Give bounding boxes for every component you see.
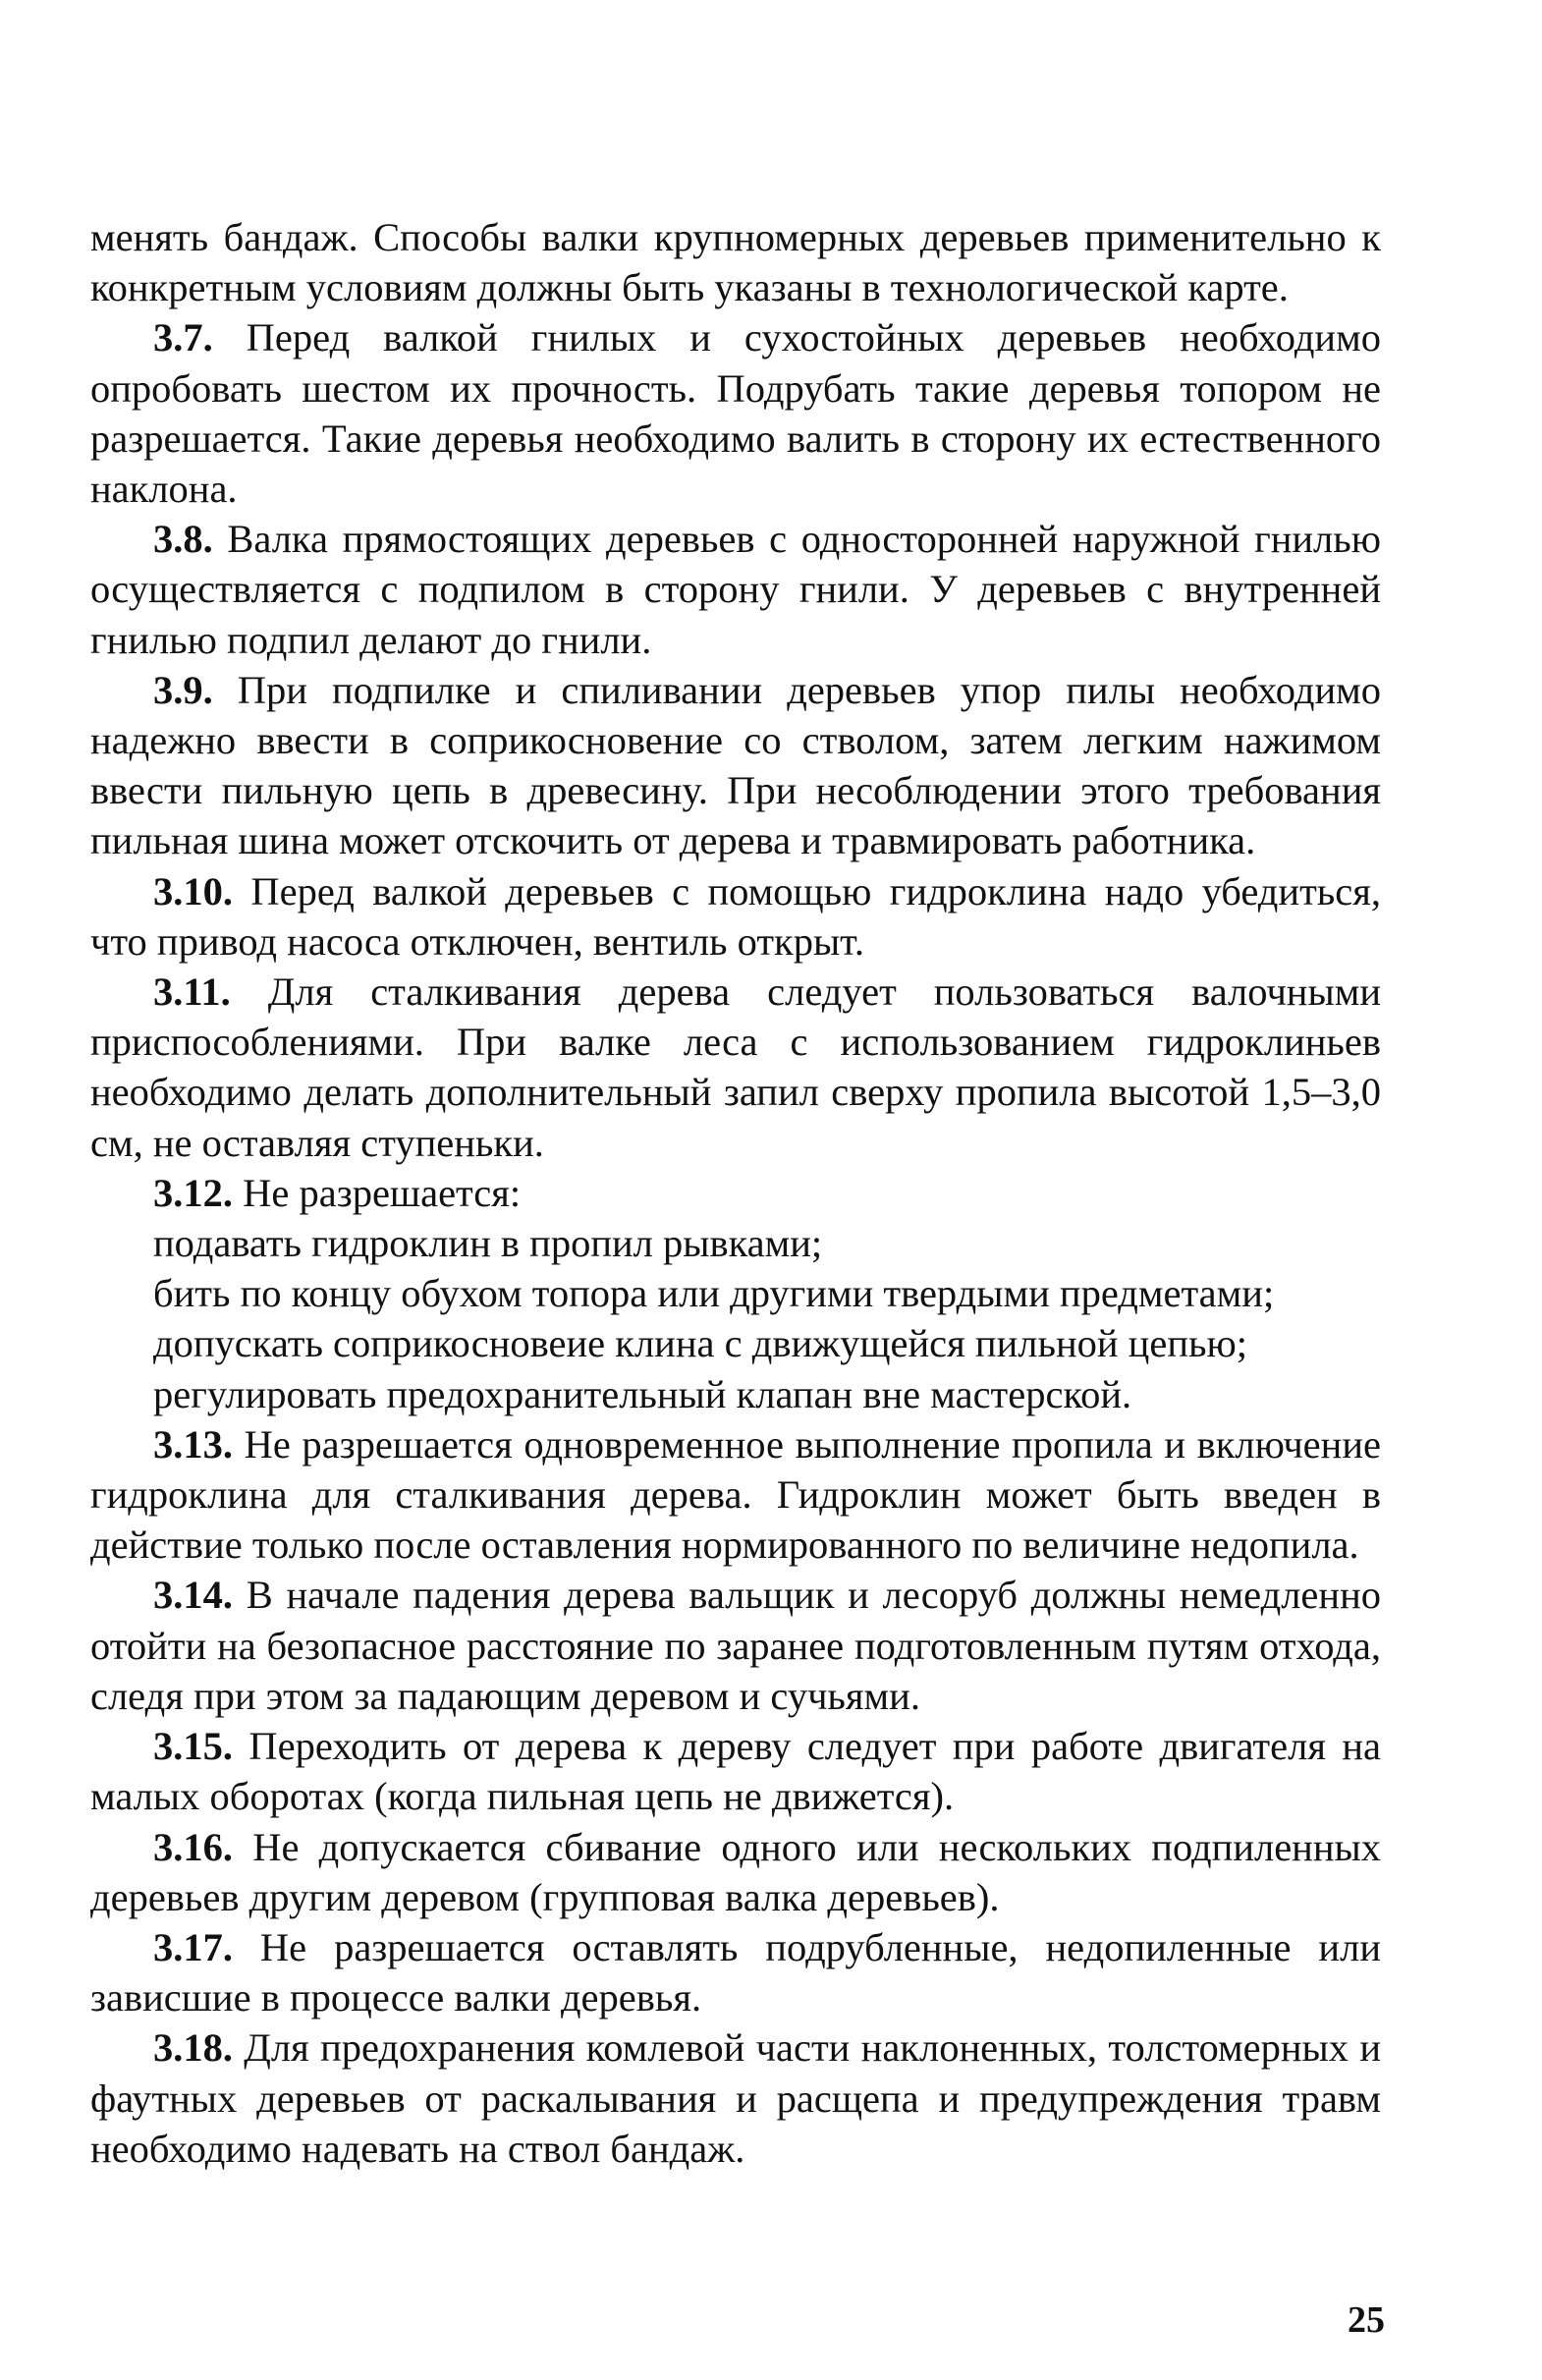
paragraph-number: 3.14. (153, 1573, 233, 1618)
paragraph-3-13 (90, 1419, 1381, 1571)
paragraph-text: Перед валкой гнилых и сухостойных деревьев необходимо опробовать шестом их прочность. Подрубать такие деревья топором не разрешается. Такие деревья необходимо валить в сторону их естественного наклона. (90, 315, 1381, 512)
paragraph-text: менять бандаж. Способы валки крупномерных деревьев применительно к конкретным условиям должны быть указаны в технологической карте. (90, 215, 1381, 310)
paragraph-text: Не разрешается: (233, 1170, 522, 1215)
paragraph-3-16 (90, 1822, 1381, 1922)
paragraph-continuation (90, 212, 1381, 312)
paragraph-text: Для предохранения комлевой части наклоненных, толстомерных и фаутных деревьев от раскалывания и расщепа и предупреждения травм необходимо надевать на ствол бандаж. (90, 2025, 1381, 2171)
paragraph-number: 3.7. (153, 315, 213, 360)
paragraph-3-12 (90, 1168, 1381, 1218)
paragraph-3-18 (90, 2022, 1381, 2174)
paragraph-text: Не допускается сбивание одного или нескольких подпиленных деревьев другим деревом (групповая валка деревьев). (90, 1824, 1381, 1919)
paragraph-text: Не разрешается оставлять подрубленные, недопиленные или зависшие в процессе валки деревья. (90, 1924, 1381, 2020)
page-number: 25 (1348, 2299, 1385, 2341)
paragraph-text: В начале падения дерева вальщик и лесоруб должны немедленно отойти на безопасное расстояние по заранее подготовленным путям отхода, следя при этом за падающим деревом и сучьями. (90, 1573, 1381, 1718)
paragraph-number: 3.17. (153, 1924, 233, 1969)
paragraph-text: Валка прямостоящих деревьев с односторонней наружной гнилью осуществляется с подпилом в сторону гнили. У деревьев с внутренней гнилью подпил делают до гнили. (90, 517, 1381, 662)
paragraph-number: 3.12. (153, 1170, 233, 1215)
paragraph-3-7 (90, 312, 1381, 514)
paragraph-text: Переходить от дерева к дереву следует при работе двигателя на малых оборотах (когда пильная цепь не движется). (90, 1724, 1381, 1819)
paragraph-number: 3.18. (153, 2025, 233, 2071)
paragraph-text: Не разрешается одновременное выполнение пропила и включение гидроклина для сталкивания дерева. Гидроклин может быть введен в действие только после оставления нормированного по величине недопила. (90, 1421, 1381, 1568)
paragraph-text: Для сталкивания дерева следует пользоваться валочными приспособлениями. При валке леса с использованием гидроклиньев необходимо делать дополнительный запил сверху пропила высотой 1,5–3,0 см, не оставляя ступеньки. (90, 969, 1381, 1165)
paragraph-text: Перед валкой деревьев с помощью гидроклина надо убедиться, что привод насоса отключен, вентиль открыт. (90, 868, 1381, 964)
list-item (90, 1318, 1381, 1368)
paragraph-number: 3.15. (153, 1724, 233, 1769)
paragraph-3-10 (90, 866, 1381, 967)
paragraph-number: 3.10. (153, 868, 233, 913)
paragraph-number: 3.8. (153, 517, 213, 562)
list-item-text: бить по концу обухом топора или другими твердыми предметами; (153, 1271, 1275, 1316)
paragraph-number: 3.11. (153, 969, 231, 1015)
paragraph-3-11 (90, 967, 1381, 1168)
paragraph-3-14 (90, 1570, 1381, 1721)
list-item-text: подавать гидроклин в пропил рывками; (153, 1221, 823, 1266)
paragraph-3-9 (90, 665, 1381, 866)
paragraph-number: 3.13. (153, 1421, 233, 1467)
paragraph-3-8 (90, 514, 1381, 665)
paragraph-text: При подпилке и спиливании деревьев упор пилы необходимо надежно ввести в соприкосновение со стволом, затем легким нажимом ввести пильную цепь в древесину. При несоблюдении этого требования пильная шина может отскочить от дерева и травмировать работника. (90, 667, 1381, 863)
list-item (90, 1268, 1381, 1318)
page-text (90, 212, 1381, 2174)
list-item (90, 1369, 1381, 1419)
list-item-text: регулировать предохранительный клапан вне мастерской. (153, 1371, 1132, 1416)
paragraph-3-17 (90, 1922, 1381, 2022)
list-item-text: допускать соприкосновеие клина с движущейся пильной цепью; (153, 1321, 1247, 1366)
list-item (90, 1218, 1381, 1268)
paragraph-number: 3.9. (153, 667, 213, 712)
paragraph-3-15 (90, 1721, 1381, 1821)
paragraph-number: 3.16. (153, 1824, 233, 1869)
